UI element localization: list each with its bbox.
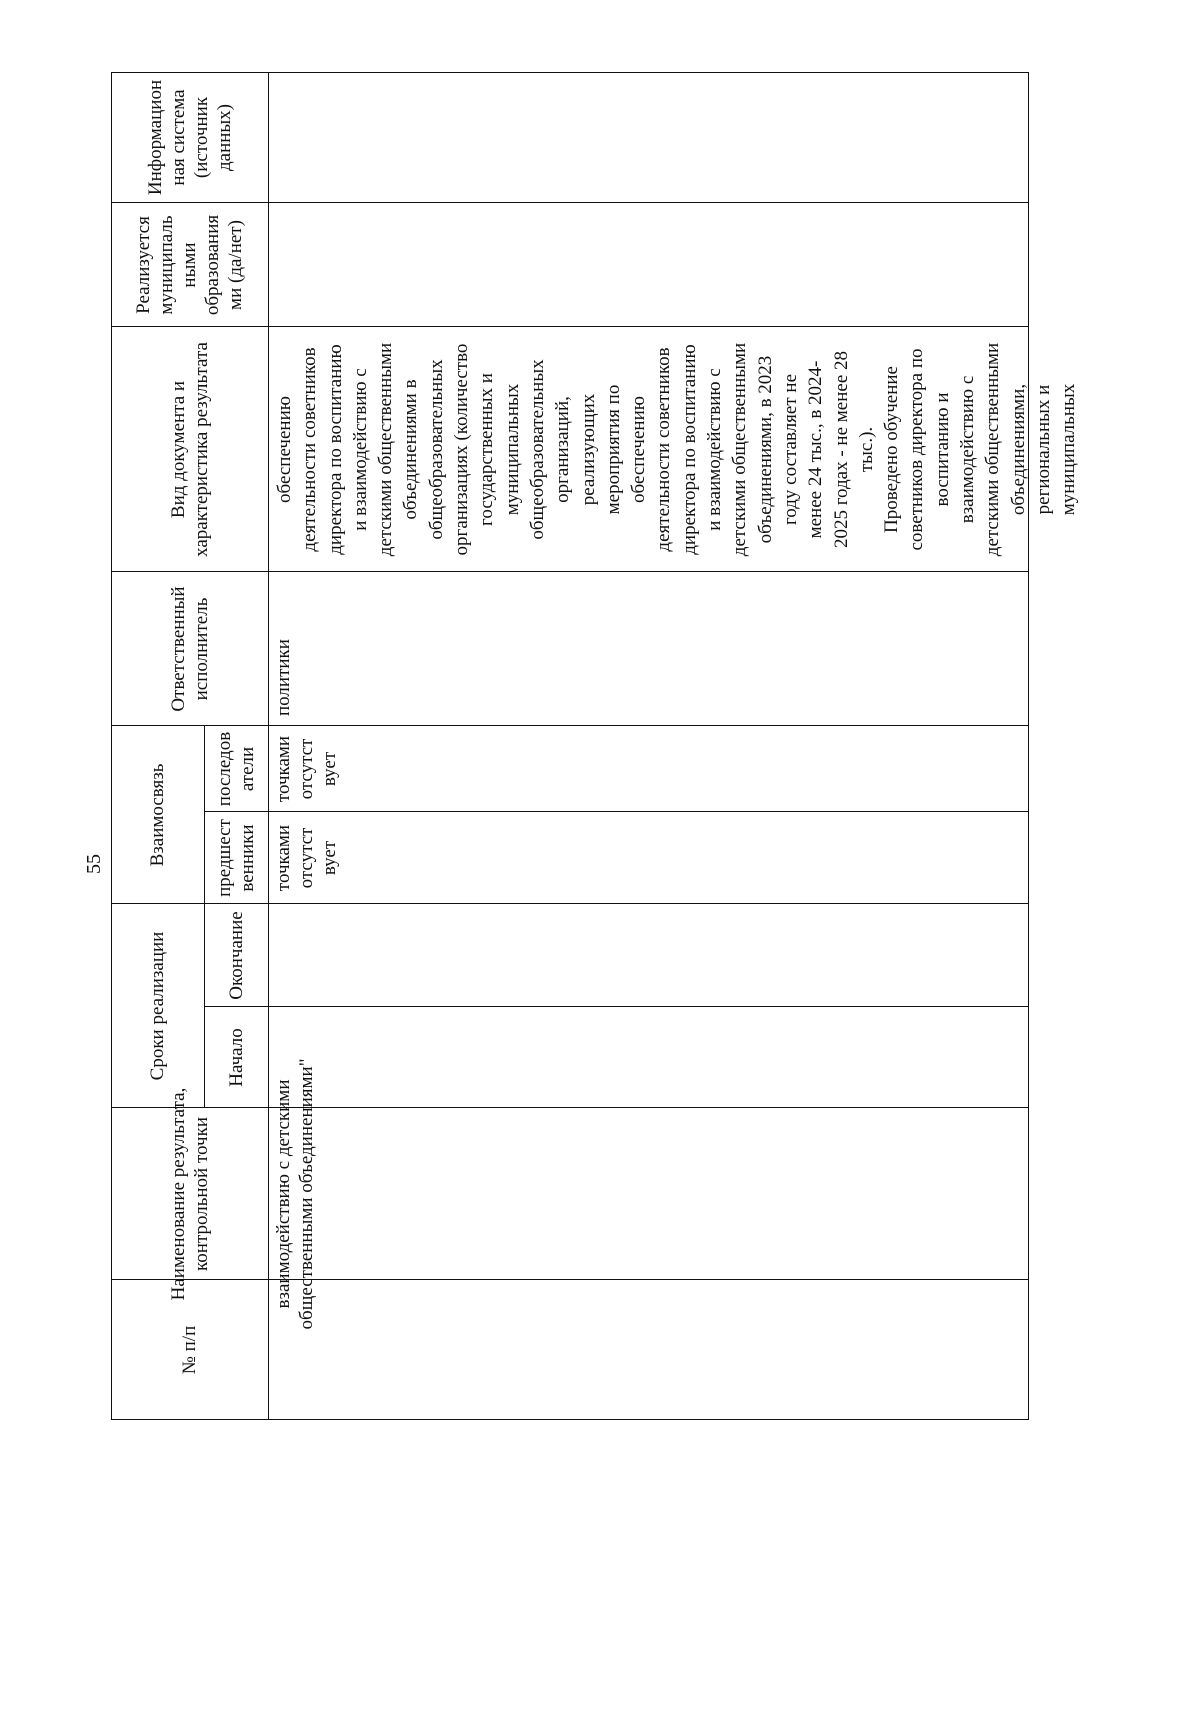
header-start-line: Начало [225,1028,247,1087]
header-successors-line: последов [214,731,235,807]
row-document-line: общеобразовательных [526,359,548,540]
row-document-line: реализующих [577,393,599,506]
row-document-line: организациях (количество [451,343,473,556]
row-document-line: директора по воспитанию [324,344,346,555]
header-terms [111,904,204,1108]
header-relation [111,726,204,904]
row-municipal [268,203,1029,327]
page-number: 55 [83,854,105,874]
landscape-table [111,72,1080,1420]
row-predecessors-line: точками [273,824,294,892]
header-info-system-line: данных) [213,103,235,172]
row-document-line: государственных и [476,373,498,526]
header-info-system-line: Информацион [144,79,166,196]
row-document-line: 2025 годах - не менее 28 [830,350,852,549]
row-successors-line: точками [273,735,294,803]
header-successors-line: атели [237,746,258,792]
row-document-line: объединениями, [1007,383,1029,516]
row-document [268,327,1080,572]
row-name [268,1058,1029,1330]
header-municipal-line: Реализуется [133,216,154,314]
header-name [111,1087,268,1301]
row-document-line: обеспечению [274,396,295,503]
header-info-system [111,72,268,203]
header-name-line: контрольной точки [190,1117,212,1271]
header-terms-line: Сроки реализации [147,931,168,1081]
header-municipal [111,203,268,327]
row-document-line: детскими общественными [982,342,1004,557]
header-document-line: Вид документа и [167,380,189,519]
header-responsible-line: исполнитель [190,597,212,701]
row-document-line: менее 24 тыс., в 2024- [805,360,827,539]
header-document [111,327,268,572]
row-document-line: мероприятия по [602,384,624,515]
row-info-system [268,72,1029,203]
header-end [204,904,268,1007]
row-document-line: воспитанию и [931,392,953,507]
row-document-line: директора по воспитанию [678,344,700,555]
row-start [268,1007,1029,1108]
header-num-line: № п/п [179,1325,200,1375]
header-predecessors [204,812,268,904]
row-document-line: общеобразовательных [425,359,447,540]
row-predecessors-line: вует [319,840,340,876]
row-document-line: детскими общественными [729,342,751,557]
row-end [268,904,1029,1007]
row-successors [268,726,1029,812]
row-document-line: деятельности советников [299,347,321,552]
row-document-line: взаимодействию с [957,375,979,524]
row-document-line: детскими общественными [375,342,397,557]
row-document-line: организаций, [552,396,574,503]
row-name-line: общественными объединениями" [296,1058,317,1330]
row-document-line: тыс.). [855,426,877,473]
row-responsible [268,572,1029,726]
header-name-line: Наименование результата, [167,1087,189,1301]
row-document-line: муниципальных [501,383,523,516]
row-document-line: и взаимодействию с [349,368,371,531]
row-successors-line: отсутст [296,738,317,800]
row-document-line: региональных и [1032,384,1054,515]
row-predecessors [268,812,1029,904]
header-municipal-line: ными [179,242,200,288]
row-num [268,1280,1029,1420]
header-end-line: Окончание [225,911,247,1000]
row-name-line: взаимодействию с детскими [273,1079,294,1309]
header-responsible-line: Ответственный [167,586,189,712]
header-municipal-line: образования [202,214,223,316]
header-info-system-line: ная система [167,89,189,186]
header-responsible [111,572,268,726]
row-document-line: деятельности советников [653,347,675,552]
header-predecessors-line: предшест [214,819,235,897]
row-document-line: объединениями, в 2023 [754,355,776,544]
header-num [111,1280,268,1420]
row-document-line: обеспечению [628,396,650,503]
header-info-system-line: (источник [190,96,212,179]
header-document-line: характеристика результата [190,342,212,557]
row-document-line: объединениями в [400,379,422,520]
row-document-line: Проведено обучение [881,366,903,533]
header-municipal-line: муниципаль [156,215,177,315]
row-document-line: и взаимодействию с [704,368,726,531]
header-start [204,1007,268,1108]
header-predecessors-line: венники [237,824,258,892]
row-document-line: году составляет не [779,373,801,526]
header-successors [204,726,268,812]
row-responsible-line: политики [273,639,294,716]
header-relation-line: Взаимосвязь [147,763,168,867]
row-document-line: муниципальных [1058,383,1080,516]
row-document-line: советников директора по [906,348,928,551]
header-municipal-line: ми (да/нет) [225,220,246,310]
row-predecessors-line: отсутст [296,827,317,889]
row-successors-line: вует [319,751,340,787]
